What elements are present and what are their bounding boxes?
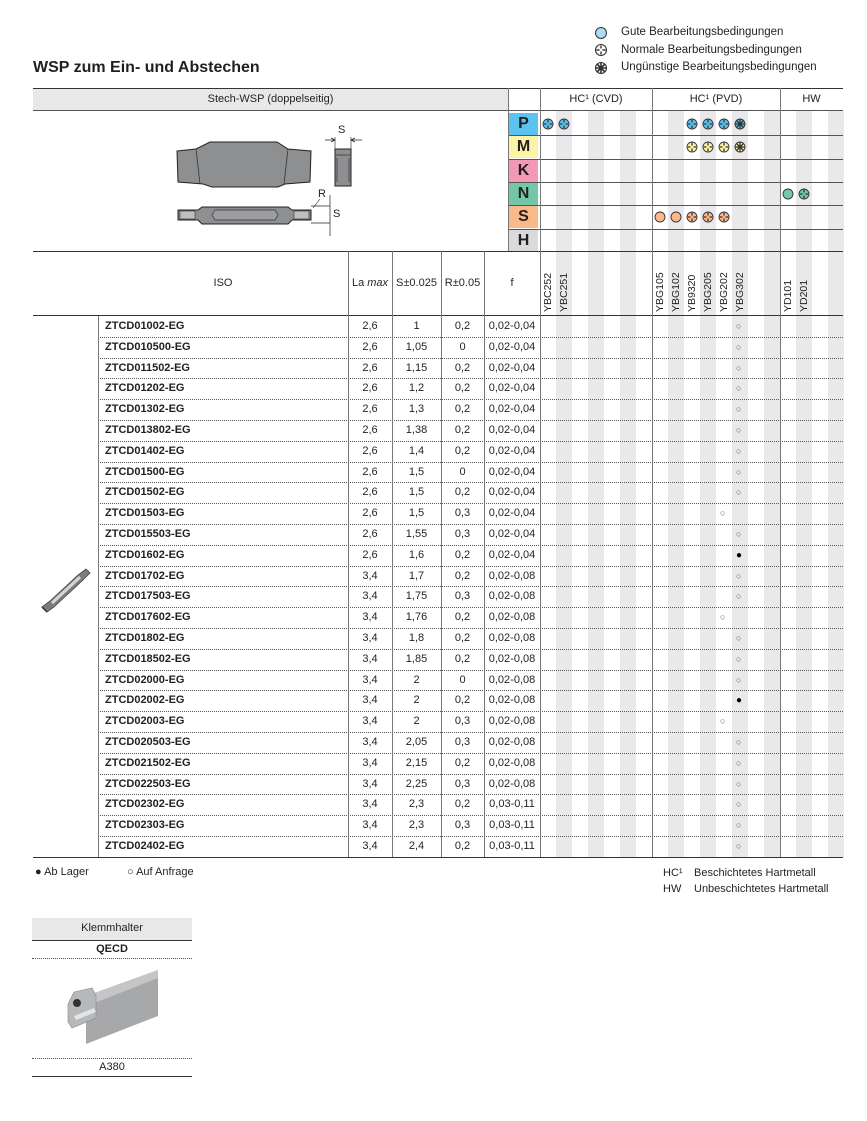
on-request-mark: ○	[736, 820, 742, 831]
table-rule	[780, 88, 781, 857]
r-value: 0,2	[454, 424, 471, 436]
insert-code: ZTCD02000-EG	[105, 673, 185, 686]
la-max-value: 3,4	[362, 798, 378, 811]
la-max-value: 2,6	[362, 403, 378, 416]
f-value: 0,02-0,08	[488, 632, 536, 644]
table-rule	[509, 135, 843, 136]
s-value: 1	[413, 320, 420, 332]
insert-code: ZTCD01302-EG	[105, 403, 185, 416]
s-value: 1,5	[408, 465, 425, 478]
on-request-mark: ○	[736, 425, 742, 435]
r-value: 0	[459, 673, 466, 686]
s-value: 1,2	[408, 382, 425, 395]
on-request-mark: ○	[736, 841, 742, 851]
f-value: 0,02-0,08	[488, 715, 536, 728]
r-value: 0,2	[454, 382, 471, 395]
grade-column-stripe	[796, 111, 812, 857]
table-rule	[33, 88, 843, 89]
la-max-value: 3,4	[362, 673, 378, 686]
on-request-mark: ○	[736, 466, 742, 477]
f-value: 0,02-0,08	[488, 756, 536, 769]
la-max-value: 3,4	[362, 756, 378, 769]
s-value: 2,3	[408, 819, 425, 832]
f-value: 0,02-0,04	[488, 361, 536, 374]
table-rule	[509, 159, 843, 160]
col-s: S±0.025	[396, 277, 437, 289]
on-request-mark: ○	[736, 404, 742, 415]
iso-group-k: K	[509, 160, 538, 182]
r-value: 0,2	[454, 611, 471, 624]
group-hw: HW	[802, 93, 821, 105]
grade-ybg202: YBG202	[718, 272, 730, 312]
insert-code: ZTCD017503-EG	[105, 590, 191, 603]
group-pvd: HC¹ (PVD)	[689, 93, 743, 105]
normal-condition-icon	[686, 211, 698, 223]
normal-condition-icon	[558, 118, 570, 130]
normal-condition-icon	[798, 188, 810, 200]
on-request-mark: ○	[720, 612, 726, 623]
grade-ybg205: YBG205	[702, 272, 714, 312]
legend-item-normal: Normale Bearbeitungsbedingungen	[594, 42, 817, 60]
la-max-value: 3,4	[362, 840, 378, 852]
iso-group-m: M	[509, 136, 538, 158]
unfavorable-condition-icon	[734, 118, 746, 130]
grade-yd201: YD201	[798, 279, 810, 312]
good-condition-icon	[654, 211, 666, 223]
la-max-value: 2,6	[362, 320, 378, 332]
grade-ybg102: YBG102	[670, 272, 682, 312]
insert-drawing	[170, 120, 370, 240]
insert-code: ZTCD01702-EG	[105, 569, 185, 582]
r-value: 0,2	[454, 486, 471, 499]
r-value: 0,3	[454, 777, 471, 790]
f-value: 0,02-0,04	[488, 424, 536, 436]
table-rule	[441, 251, 442, 857]
f-value: 0,03-0,11	[489, 819, 535, 832]
table-rule	[509, 205, 843, 206]
table-rule	[33, 251, 843, 252]
f-value: 0,02-0,04	[488, 548, 536, 561]
la-max-value: 3,4	[362, 736, 378, 748]
grade-column-stripe	[764, 111, 780, 857]
grade-column-stripe	[620, 111, 636, 857]
r-value: 0,3	[454, 507, 471, 520]
on-request-mark: ○	[736, 383, 742, 394]
insert-code: ZTCD02303-EG	[105, 819, 185, 832]
r-value: 0,3	[454, 736, 471, 748]
insert-code: ZTCD02003-EG	[105, 715, 185, 728]
on-request-mark: ○	[736, 737, 742, 747]
la-max-value: 2,6	[362, 361, 378, 374]
grade-column-stripe	[828, 111, 844, 857]
s-value: 1,5	[408, 507, 425, 520]
s-value: 2,4	[408, 840, 425, 852]
la-max-value: 3,4	[362, 611, 378, 624]
dim-label-r: R	[318, 188, 326, 200]
r-value: 0,3	[454, 528, 471, 540]
col-la: La max	[351, 277, 389, 289]
r-value: 0,2	[454, 548, 471, 561]
s-value: 2,3	[408, 798, 425, 811]
normal-condition-icon	[542, 118, 554, 130]
la-max-value: 2,6	[362, 444, 378, 457]
iso-group-n: N	[509, 183, 538, 205]
normal-condition-icon	[686, 118, 698, 130]
table-rule	[33, 857, 843, 858]
f-value: 0,02-0,04	[488, 486, 536, 499]
on-request-mark: ○	[736, 529, 742, 539]
table-rule	[392, 251, 393, 857]
insert-code: ZTCD013802-EG	[105, 424, 191, 436]
normal-condition-icon	[594, 43, 608, 57]
f-value: 0,02-0,04	[488, 444, 536, 457]
f-value: 0,02-0,04	[488, 320, 536, 332]
footnote-request: ○ Auf Anfrage	[127, 866, 194, 878]
s-value: 1,76	[405, 611, 428, 624]
f-value: 0,02-0,04	[488, 403, 536, 416]
on-request-mark: ○	[736, 633, 742, 643]
f-value: 0,02-0,08	[488, 652, 536, 665]
on-request-mark: ○	[720, 508, 726, 519]
table-rule	[33, 315, 843, 316]
r-value: 0,3	[454, 715, 471, 728]
insert-code: ZTCD01602-EG	[105, 548, 185, 561]
f-value: 0,02-0,04	[488, 340, 536, 353]
r-value: 0,2	[454, 694, 471, 707]
insert-code: ZTCD010500-EG	[105, 340, 191, 353]
iso-group-p: P	[509, 113, 538, 135]
table-rule	[484, 251, 485, 857]
s-value: 2,25	[405, 777, 428, 790]
insert-code: ZTCD01802-EG	[105, 632, 185, 644]
la-max-value: 3,4	[362, 819, 378, 832]
r-value: 0,3	[454, 590, 471, 603]
normal-condition-icon	[702, 211, 714, 223]
table-rule	[98, 316, 99, 857]
insert-code: ZTCD015503-EG	[105, 528, 191, 540]
insert-code: ZTCD017602-EG	[105, 611, 191, 624]
la-max-value: 2,6	[362, 465, 378, 478]
insert-code: ZTCD021502-EG	[105, 756, 191, 769]
grade-yb9320: YB9320	[686, 274, 698, 312]
holder-type: QECD	[96, 943, 128, 955]
condition-legend	[594, 24, 817, 77]
on-request-mark: ○	[736, 674, 742, 685]
legend-item-good: Gute Bearbeitungsbedingungen	[594, 24, 817, 42]
grade-column-stripe	[556, 111, 572, 857]
f-value: 0,02-0,08	[488, 569, 536, 582]
f-value: 0,02-0,04	[488, 382, 536, 395]
iso-group-h: H	[509, 230, 538, 252]
col-r: R±0.05	[444, 277, 481, 289]
footnote-stock: ● Ab Lager	[35, 866, 89, 878]
insert-code: ZTCD02302-EG	[105, 798, 185, 811]
la-max-value: 2,6	[362, 382, 378, 395]
good-condition-icon	[594, 26, 608, 40]
la-max-value: 3,4	[362, 569, 378, 582]
f-value: 0,02-0,08	[488, 777, 536, 790]
insert-code: ZTCD01402-EG	[105, 444, 185, 457]
page-title: WSP zum Ein- und Abstechen	[33, 59, 260, 76]
la-max-value: 2,6	[362, 486, 378, 499]
f-value: 0,02-0,04	[488, 465, 536, 478]
dim-label-s-top: S	[338, 124, 346, 136]
s-value: 1,6	[408, 548, 425, 561]
s-value: 1,38	[405, 424, 428, 436]
on-request-mark: ○	[736, 445, 742, 456]
r-value: 0,2	[454, 569, 471, 582]
r-value: 0,2	[454, 756, 471, 769]
r-value: 0,2	[454, 840, 471, 852]
la-max-value: 3,4	[362, 694, 378, 707]
grade-ybc252: YBC252	[542, 272, 554, 312]
grade-yd101: YD101	[782, 279, 794, 312]
normal-condition-icon	[718, 211, 730, 223]
col-f: f	[510, 277, 514, 289]
good-condition-icon	[782, 188, 794, 200]
f-value: 0,03-0,11	[489, 798, 535, 811]
r-value: 0,2	[454, 320, 471, 332]
grade-ybc251: YBC251	[558, 272, 570, 312]
s-value: 2,15	[405, 756, 428, 769]
s-value: 1,75	[405, 590, 428, 603]
on-request-mark: ○	[736, 591, 742, 602]
table-rule	[540, 88, 541, 857]
la-max-value: 2,6	[362, 528, 378, 540]
s-value: 2	[413, 715, 420, 728]
s-value: 1,55	[405, 528, 428, 540]
r-value: 0,2	[454, 361, 471, 374]
r-value: 0	[459, 465, 466, 478]
s-value: 2	[413, 673, 420, 686]
s-value: 2	[413, 694, 420, 707]
insert-code: ZTCD022503-EG	[105, 777, 191, 790]
on-request-mark: ○	[736, 570, 742, 581]
legend-item-unfavorable: Ungünstige Bearbeitungsbedingungen	[594, 59, 817, 77]
s-value: 1,7	[408, 569, 425, 582]
on-request-mark: ○	[736, 799, 742, 810]
la-max-value: 3,4	[362, 652, 378, 665]
normal-condition-icon	[702, 118, 714, 130]
table-rule	[348, 251, 349, 857]
la-max-value: 2,6	[362, 507, 378, 520]
col-iso: ISO	[213, 277, 233, 289]
s-value: 2,05	[405, 736, 428, 748]
table-rule	[508, 88, 509, 251]
table-rule	[509, 229, 843, 230]
on-request-mark: ○	[736, 757, 742, 768]
normal-condition-icon	[686, 141, 698, 153]
on-request-mark: ○	[736, 778, 742, 789]
footnote-hc-abbr: HC¹	[663, 867, 683, 879]
normal-condition-icon	[702, 141, 714, 153]
good-condition-icon	[670, 211, 682, 223]
insert-header: Stech-WSP (doppelseitig)	[207, 93, 334, 105]
s-value: 1,3	[408, 403, 425, 416]
r-value: 0,3	[454, 819, 471, 832]
r-value: 0,2	[454, 652, 471, 665]
r-value: 0,2	[454, 632, 471, 644]
s-value: 1,85	[405, 652, 428, 665]
in-stock-mark: ●	[736, 695, 743, 707]
group-cvd: HC¹ (CVD)	[569, 93, 623, 105]
on-request-mark: ○	[720, 716, 726, 727]
insert-code: ZTCD01502-EG	[105, 486, 185, 499]
on-request-mark: ○	[736, 321, 742, 331]
s-value: 1,4	[408, 444, 425, 457]
s-value: 1,05	[405, 340, 428, 353]
grade-column-stripe	[588, 111, 604, 857]
f-value: 0,02-0,08	[488, 590, 536, 603]
on-request-mark: ○	[736, 362, 742, 373]
dim-label-s-side: S	[333, 208, 341, 220]
on-request-mark: ○	[736, 487, 742, 498]
insert-code: ZTCD018502-EG	[105, 652, 191, 665]
f-value: 0,02-0,08	[488, 611, 536, 624]
on-request-mark: ○	[736, 341, 742, 352]
s-value: 1,8	[408, 632, 425, 644]
insert-code: ZTCD01503-EG	[105, 507, 185, 520]
f-value: 0,02-0,08	[488, 736, 536, 748]
table-rule	[652, 88, 653, 857]
la-max-value: 3,4	[362, 590, 378, 603]
iso-group-s: S	[509, 206, 538, 228]
unfavorable-condition-icon	[594, 61, 608, 75]
normal-condition-icon	[718, 118, 730, 130]
la-max-value: 2,6	[362, 548, 378, 561]
insert-code: ZTCD01202-EG	[105, 382, 185, 395]
r-value: 0,2	[454, 444, 471, 457]
insert-photo	[38, 565, 93, 615]
la-max-value: 3,4	[362, 715, 378, 728]
la-max-value: 3,4	[362, 632, 378, 644]
insert-code: ZTCD01002-EG	[105, 320, 185, 332]
f-value: 0,02-0,04	[488, 528, 536, 540]
unfavorable-condition-icon	[734, 141, 746, 153]
f-value: 0,03-0,11	[489, 840, 535, 852]
grade-ybg105: YBG105	[654, 272, 666, 312]
footnote-hw-text: Unbeschichtetes Hartmetall	[694, 883, 829, 895]
in-stock-mark: ●	[736, 549, 743, 561]
r-value: 0	[459, 340, 466, 353]
insert-code: ZTCD011502-EG	[105, 361, 190, 374]
insert-code: ZTCD020503-EG	[105, 736, 191, 748]
la-max-value: 2,6	[362, 424, 378, 436]
la-max-value: 3,4	[362, 777, 378, 790]
insert-code: ZTCD02002-EG	[105, 694, 185, 707]
normal-condition-icon	[718, 141, 730, 153]
holder-photo	[62, 970, 162, 1050]
table-rule	[509, 182, 843, 183]
f-value: 0,02-0,08	[488, 673, 536, 686]
footnote-hw-abbr: HW	[663, 883, 682, 895]
footnote-hc-text: Beschichtetes Hartmetall	[694, 867, 816, 879]
table-rule	[33, 110, 843, 111]
holder-header: Klemmhalter	[81, 922, 143, 934]
r-value: 0,2	[454, 403, 471, 416]
f-value: 0,02-0,08	[488, 694, 536, 707]
s-value: 1,15	[405, 361, 428, 374]
holder-model: A380	[99, 1061, 125, 1073]
grade-ybg302: YBG302	[734, 272, 746, 312]
insert-code: ZTCD01500-EG	[105, 465, 185, 478]
la-max-value: 2,6	[362, 340, 378, 353]
f-value: 0,02-0,04	[488, 507, 536, 520]
on-request-mark: ○	[736, 653, 742, 664]
insert-code: ZTCD02402-EG	[105, 840, 185, 852]
r-value: 0,2	[454, 798, 471, 811]
s-value: 1,5	[408, 486, 425, 499]
